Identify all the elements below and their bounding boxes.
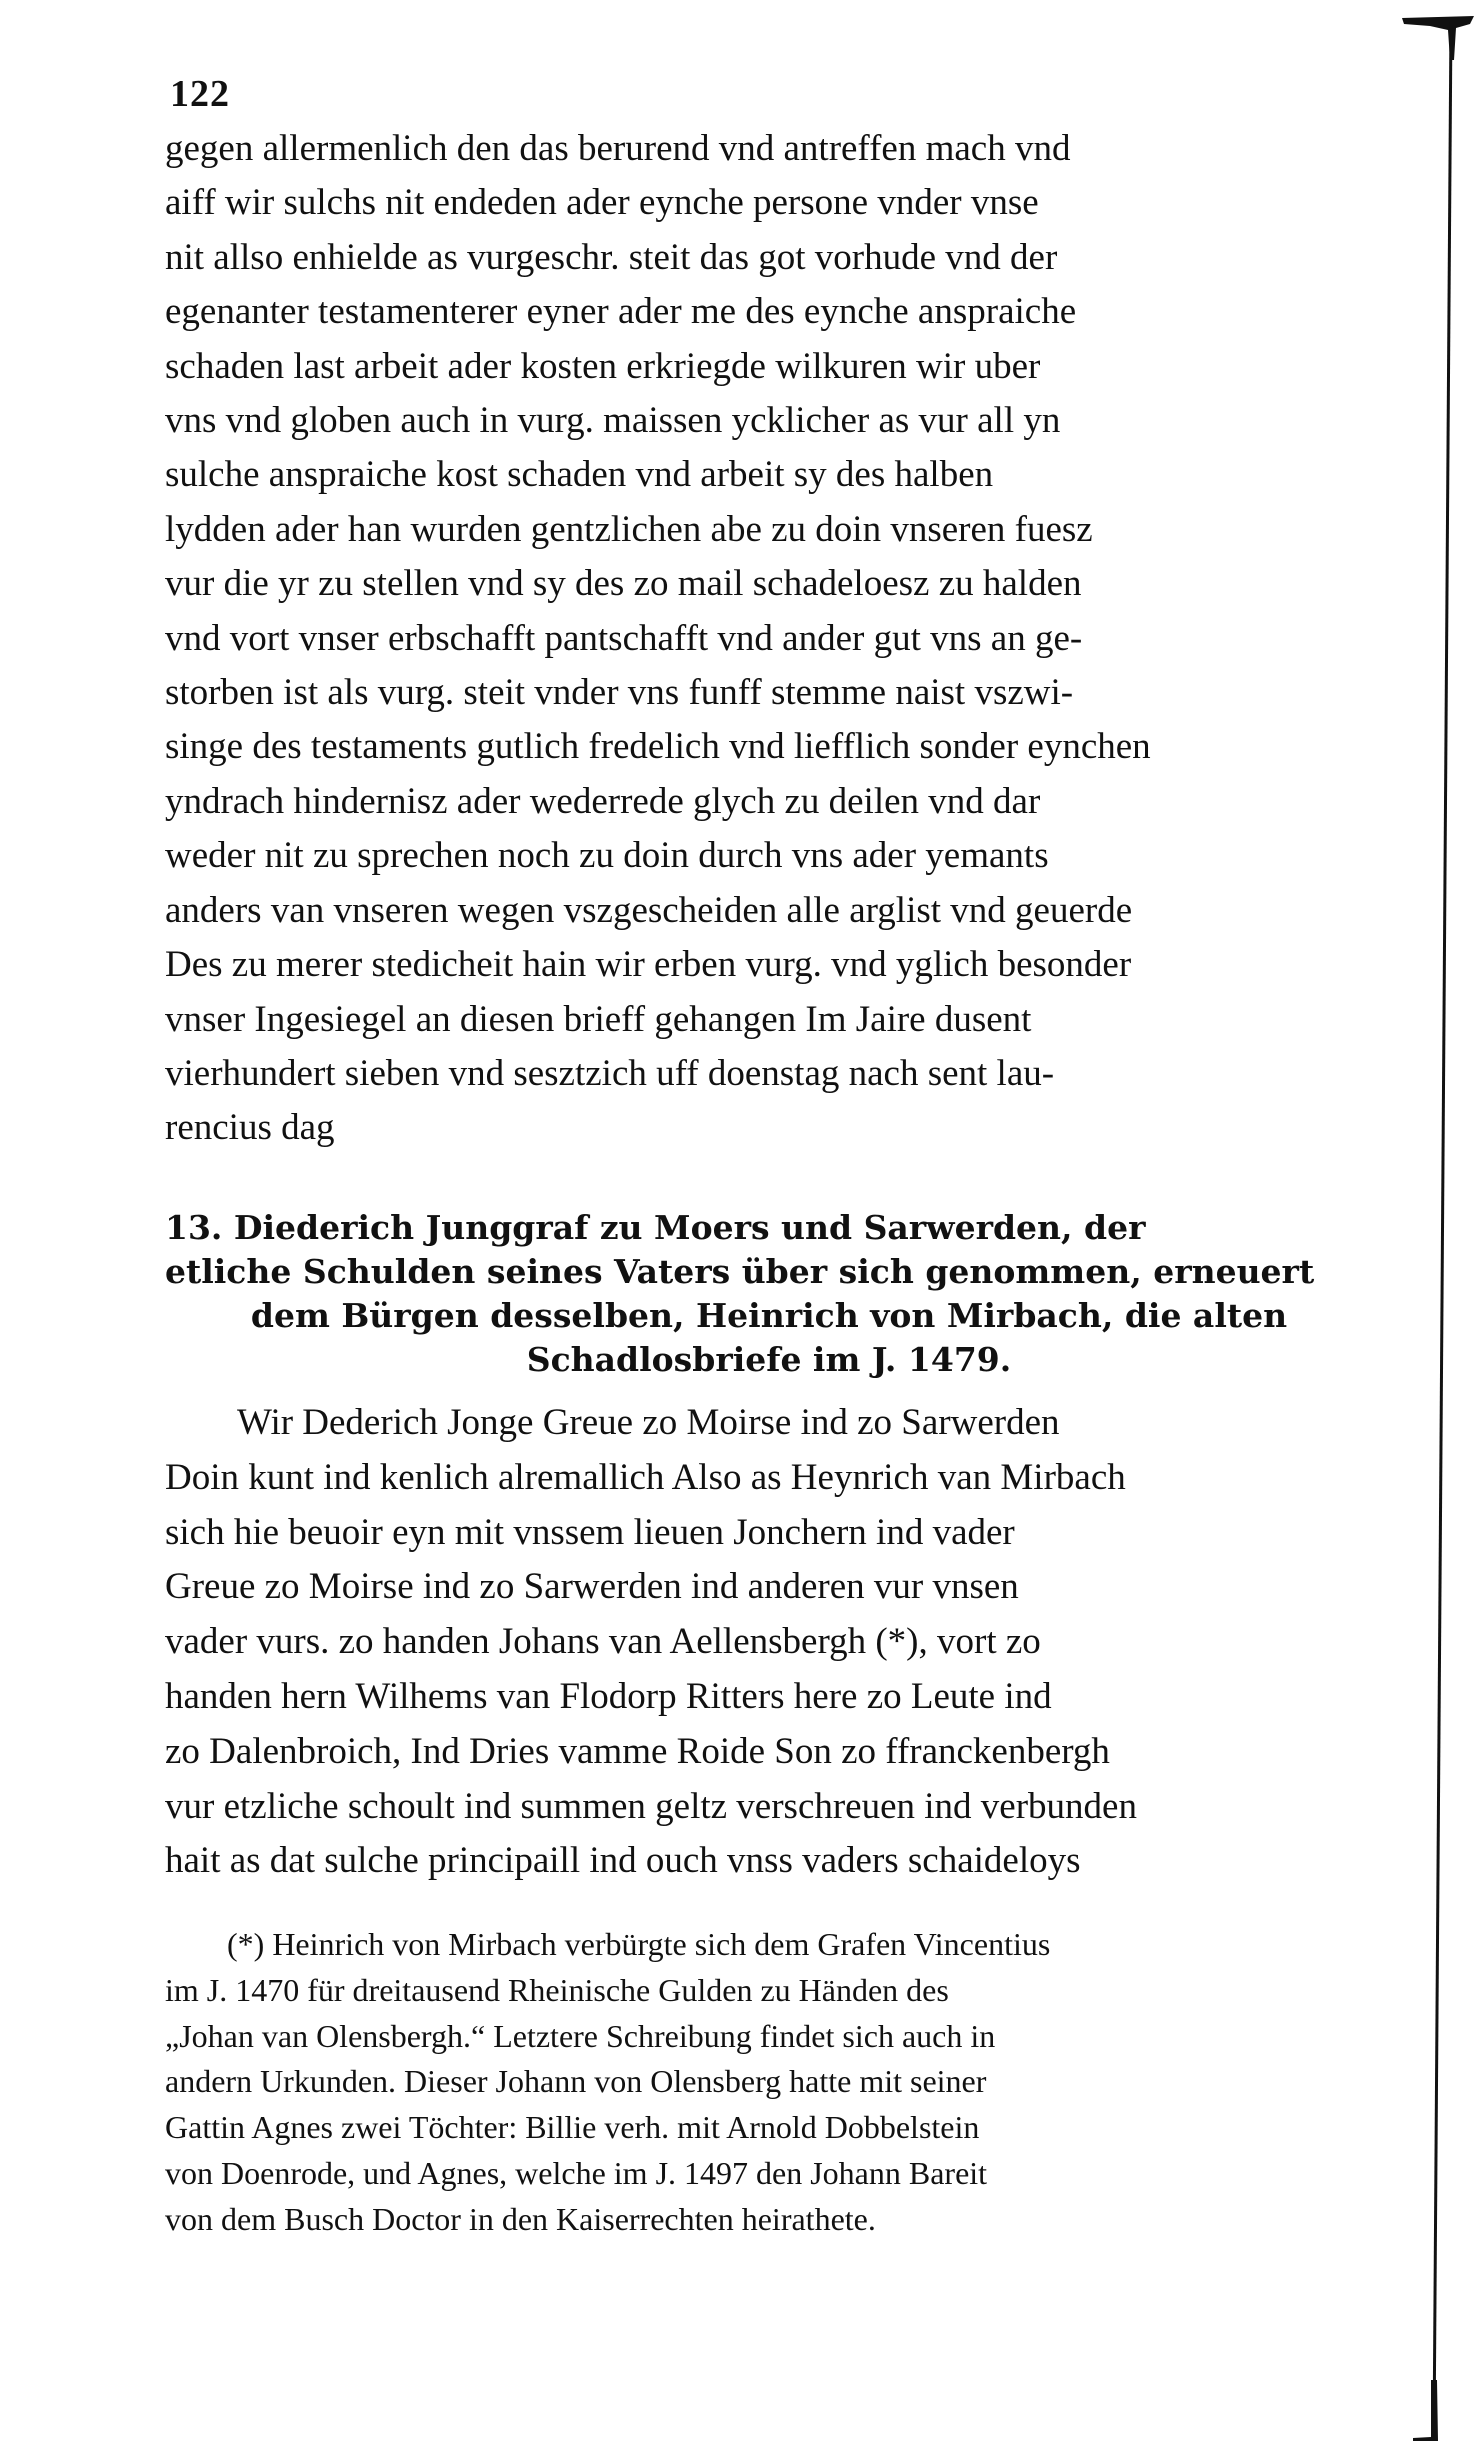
footnote: [165, 1922, 1373, 2243]
heading-line: 13. Diederich Junggraf zu Moers und Sarwerden, der: [165, 1208, 1146, 1247]
text-line: vur die yr zu stellen vnd sy des zo mail schadeloesz zu halden: [165, 563, 1082, 605]
text-line: nit allso enhielde as vurgeschr. steit das got vorhude vnd der: [165, 236, 1058, 278]
heading-line: Schadlosbriefe im J. 1479.: [526, 1340, 1012, 1379]
body-paragraph: [165, 122, 1373, 1156]
text-line: yndrach hindernisz ader wederrede glych zu deilen vnd dar: [165, 780, 1041, 822]
document-paragraph: [165, 1396, 1373, 1889]
text-line: Des zu merer stedicheit hain wir erben vurg. vnd yglich besonder: [165, 944, 1132, 986]
text-line: aiff wir sulchs nit endeden ader eynche persone vnder vnse: [165, 182, 1039, 224]
footnote-line: „Johan van Olensbergh.“ Letztere Schreibung findet sich auch in: [165, 2017, 996, 2054]
text-line: zo Dalenbroich, Ind Dries vamme Roide Son zo ffranckenbergh: [165, 1730, 1110, 1772]
text-line: lydden ader han wurden gentzlichen abe zu doin vnseren fuesz: [165, 508, 1093, 550]
page-edge-line: [1434, 20, 1451, 2440]
text-line: vnd vort vnser erbschafft pantschafft vnd ander gut vns an ge-: [165, 617, 1083, 659]
text-line: vader vurs. zo handen Johans van Aellensbergh (*), vort zo: [165, 1621, 1041, 1663]
text-line: vur etzliche schoult ind summen geltz verschreuen ind verbunden: [165, 1785, 1137, 1827]
text-line: Greue zo Moirse ind zo Sarwerden ind anderen vur vnsen: [165, 1566, 1019, 1608]
text-line: gegen allermenlich den das berurend vnd antreffen mach vnd: [165, 128, 1071, 169]
heading-line: etliche Schulden seines Vaters über sich genommen, erneuert: [165, 1252, 1315, 1291]
text-line: singe des testaments gutlich fredelich vnd liefflich sonder eynchen: [165, 726, 1151, 768]
footnote-line: Gattin Agnes zwei Töchter: Billie verh. mit Arnold Dobbelstein: [165, 2109, 980, 2146]
text-line: vnser Ingesiegel an diesen brieff gehangen Im Jaire dusent: [165, 998, 1032, 1040]
text-line: sulche anspraiche kost schaden vnd arbeit sy des halben: [165, 454, 994, 496]
page-edge-bottom-tail: [1413, 2380, 1438, 2441]
text-line: Wir Dederich Jonge Greue zo Moirse ind zo Sarwerden: [237, 1402, 1060, 1443]
text-line: rencius dag: [165, 1107, 335, 1149]
text-line: egenanter testamenterer eyner ader me des eynche anspraiche: [165, 291, 1077, 333]
text-line: Doin kunt ind kenlich alremallich Also as Heynrich van Mirbach: [165, 1456, 1126, 1498]
page-number: 122: [170, 73, 230, 115]
footnote-line: von dem Busch Doctor in den Kaiserrechten heirathete.: [165, 2200, 876, 2237]
section-heading: [165, 1206, 1373, 1382]
text-line: weder nit zu sprechen noch zu doin durch vns ader yemants: [165, 835, 1049, 877]
text-line: hait as dat sulche principaill ind ouch vnss vaders schaideloys: [165, 1840, 1081, 1882]
footnote-line: von Doenrode, und Agnes, welche im J. 1497 den Johann Bareit: [165, 2154, 988, 2191]
page-edge-top-smear: [1402, 16, 1474, 60]
text-line: storben ist als vurg. steit vnder vns funff stemme naist vszwi-: [165, 672, 1074, 714]
text-line: sich hie beuoir eyn mit vnssem lieuen Jonchern ind vader: [165, 1511, 1015, 1553]
text-line: vns vnd globen auch in vurg. maissen ycklicher as vur all yn: [165, 400, 1061, 442]
text-line: schaden last arbeit ader kosten erkriegde wilkuren wir uber: [165, 345, 1041, 387]
text-line: vierhundert sieben vnd sesztzich uff doenstag nach sent lau-: [165, 1052, 1055, 1094]
footnote-line: im J. 1470 für dreitausend Rheinische Gulden zu Händen des: [165, 1971, 949, 2008]
text-line: anders van vnseren wegen vszgescheiden alle arglist vnd geuerde: [165, 889, 1133, 931]
text-line: handen hern Wilhems van Flodorp Ritters here zo Leute ind: [165, 1675, 1052, 1717]
footnote-line: andern Urkunden. Dieser Johann von Olensberg hatte mit seiner: [165, 2063, 987, 2100]
footnote-line: (*) Heinrich von Mirbach verbürgte sich dem Grafen Vincentius: [227, 1926, 1051, 1962]
heading-line: dem Bürgen desselben, Heinrich von Mirbach, die alten: [250, 1296, 1288, 1335]
